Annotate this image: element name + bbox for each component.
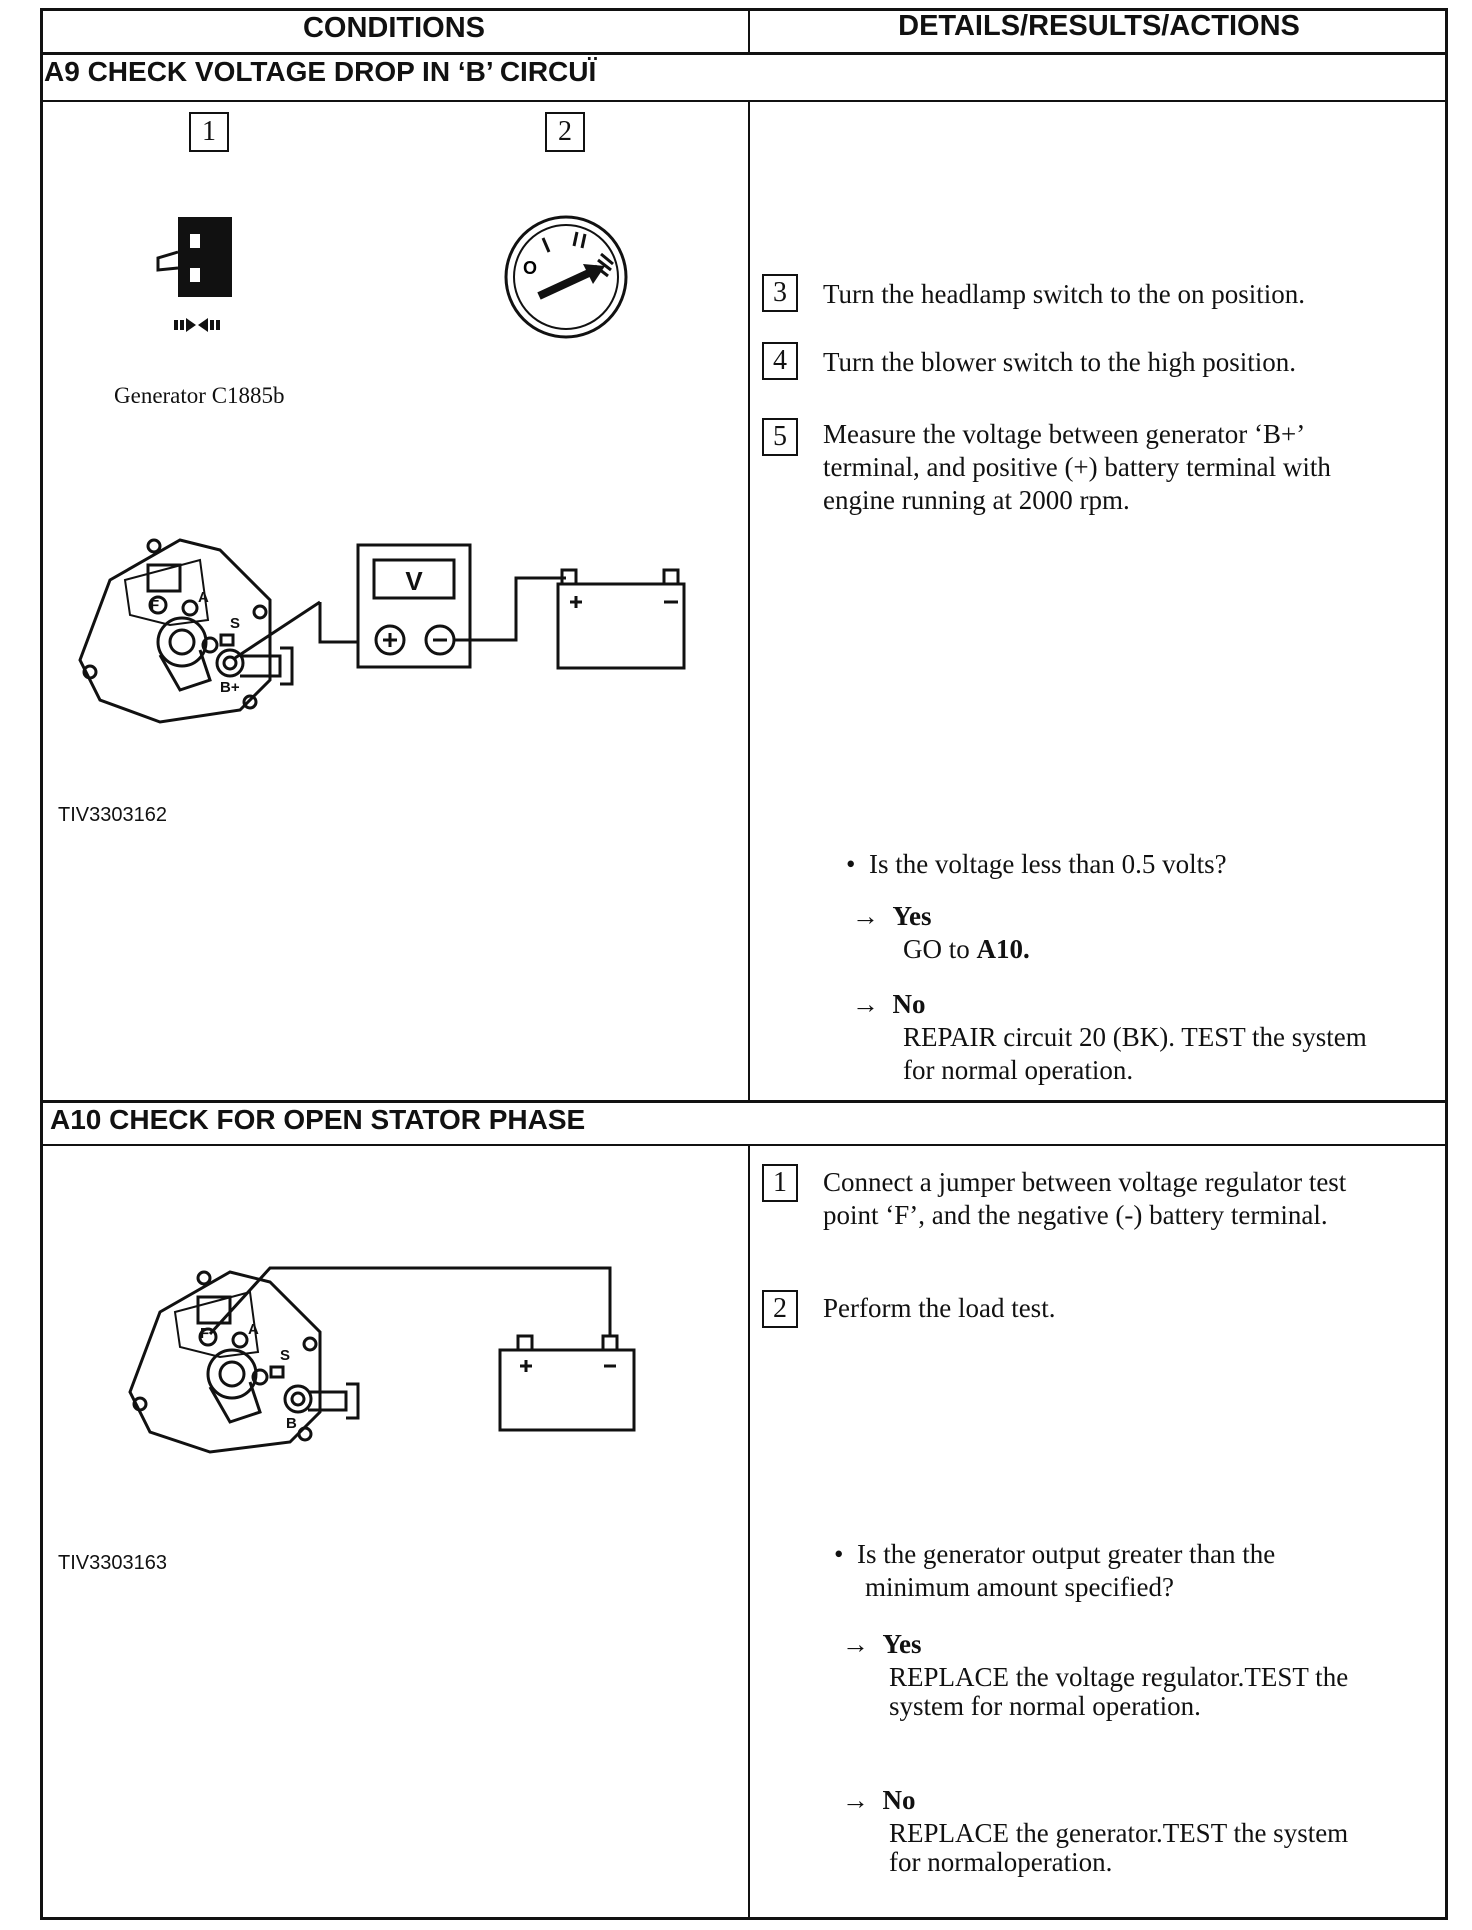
- a9-title-divider: [40, 100, 1448, 102]
- arrow-icon: →: [852, 901, 879, 931]
- a10-no-branch: → No REPLACE the generator.TEST the system for normaloperation.: [842, 1785, 1349, 1877]
- battery-icon: [500, 1336, 634, 1430]
- conditions-header: CONDITIONS: [302, 12, 486, 44]
- arrow-icon: →: [842, 1785, 869, 1815]
- a10-figure-id: TIV3303163: [58, 1552, 167, 1574]
- a10-title-divider: [40, 1144, 1448, 1146]
- voltmeter-icon: [358, 545, 470, 667]
- svg-text:S: S: [230, 615, 241, 632]
- a9-col-divider: [748, 100, 750, 1102]
- a9-step-4-text: Turn the blower switch to the high position.: [823, 347, 1296, 377]
- a9-step-4-number: 4: [762, 342, 798, 380]
- a10-step-2-number: 2: [762, 1290, 798, 1328]
- connector-icon: [150, 212, 250, 342]
- header-divider: [40, 52, 1448, 55]
- a9-yes-branch: → Yes GO to A10.: [852, 901, 1030, 964]
- connector-caption: Generator C1885b: [114, 383, 285, 408]
- generator-icon: [80, 540, 292, 722]
- arrow-icon: →: [842, 1629, 869, 1659]
- svg-text:F: F: [150, 597, 160, 614]
- arrow-icon: →: [852, 989, 879, 1019]
- a10-title: A10 CHECK FOR OPEN STATOR PHASE: [50, 1104, 586, 1135]
- fig-box-2: 2: [545, 112, 585, 152]
- a9-step-5-text: Measure the voltage between generator ‘B+’ terminal, and positive (+) battery terminal with engine running at 2000 rpm.: [823, 419, 1331, 515]
- a9-step-5-number: 5: [762, 418, 798, 456]
- svg-text:B+: B+: [220, 679, 240, 696]
- a10-col-divider: [748, 1144, 750, 1920]
- voltage-drop-diagram: [70, 530, 710, 730]
- a10-yes-branch: → Yes REPLACE the voltage regulator.TEST the system for normal operation.: [842, 1629, 1349, 1721]
- ignition-switch-icon: [501, 212, 631, 342]
- a9-title: A9 CHECK VOLTAGE DROP IN ‘B’ CIRCUÏ: [44, 56, 597, 87]
- meter-label: V: [405, 566, 423, 596]
- svg-text:A: A: [248, 1321, 259, 1338]
- generator-icon: [130, 1272, 358, 1452]
- svg-text:B: B: [286, 1415, 297, 1432]
- a9-question: • Is the voltage less than 0.5 volts?: [846, 849, 1227, 879]
- stator-test-diagram: [120, 1262, 640, 1452]
- a10-step-1-number: 1: [762, 1164, 798, 1202]
- a10-question: • Is the generator output greater than the minimum amount specified?: [834, 1539, 1276, 1602]
- a10-step-1-text: Connect a jumper between voltage regulator test point ‘F’, and the negative (-) battery terminal.: [823, 1167, 1347, 1230]
- bullet-icon: •: [846, 849, 856, 879]
- svg-text:F: F: [200, 1325, 210, 1342]
- bullet-icon: •: [834, 1539, 844, 1569]
- a9-step-3-number: 3: [762, 274, 798, 312]
- section-divider: [40, 1100, 1448, 1103]
- svg-text:S: S: [280, 1347, 291, 1364]
- svg-text:O: O: [523, 258, 538, 278]
- fig-box-1: 1: [189, 112, 229, 152]
- details-header: DETAILS/RESULTS/ACTIONS: [898, 10, 1300, 42]
- battery-icon: [558, 570, 684, 668]
- a9-no-branch: → No REPAIR circuit 20 (BK). TEST the system for normal operation.: [852, 989, 1367, 1085]
- svg-text:A: A: [198, 589, 209, 606]
- a9-figure-id: TIV3303162: [58, 804, 167, 826]
- a9-step-3-text: Turn the headlamp switch to the on position.: [823, 279, 1305, 309]
- a10-step-2-text: Perform the load test.: [823, 1293, 1056, 1323]
